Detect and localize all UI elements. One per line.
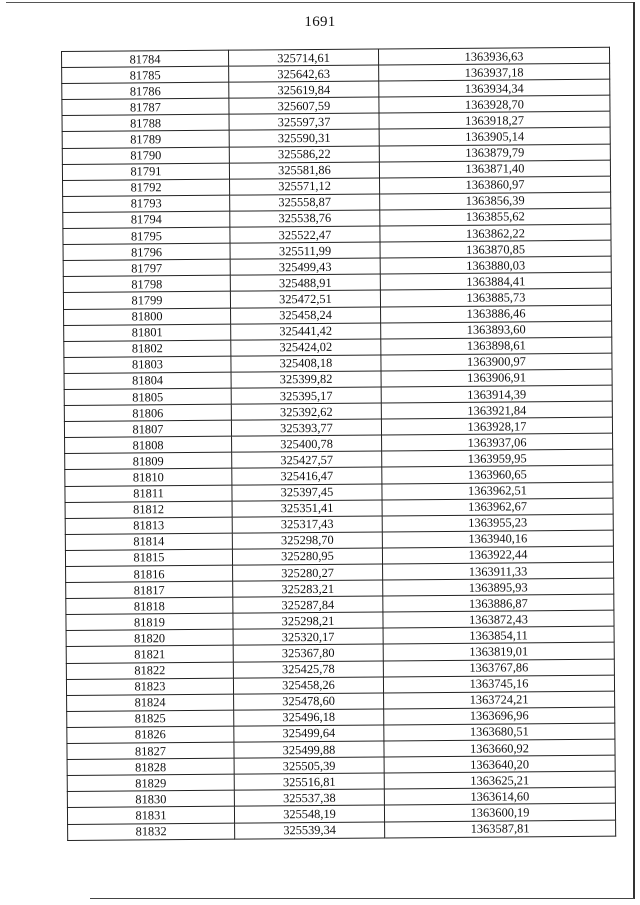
y-coordinate-cell: 1363905,14 [379, 128, 610, 146]
y-coordinate-cell: 1363906,91 [381, 369, 612, 387]
point-number-cell: 81810 [65, 469, 232, 486]
point-number-cell: 81815 [65, 549, 232, 566]
y-coordinate-cell: 1363855,62 [380, 208, 611, 226]
x-coordinate-cell: 325581,86 [229, 162, 379, 179]
x-coordinate-cell: 325511,99 [230, 242, 380, 259]
x-coordinate-cell: 325351,41 [232, 500, 382, 517]
y-coordinate-cell: 1363767,86 [383, 659, 614, 677]
point-number-cell: 81826 [67, 726, 234, 743]
point-number-cell: 81821 [66, 646, 233, 663]
y-coordinate-cell: 1363614,60 [384, 787, 615, 805]
point-number-cell: 81812 [65, 501, 232, 518]
point-number-cell: 81828 [67, 758, 234, 775]
x-coordinate-cell: 325283,21 [233, 580, 383, 597]
x-coordinate-cell: 325478,60 [234, 693, 384, 710]
y-coordinate-cell: 1363819,01 [383, 643, 614, 661]
point-number-cell: 81803 [64, 356, 231, 373]
y-coordinate-cell: 1363960,65 [382, 466, 613, 484]
y-coordinate-cell: 1363911,33 [383, 562, 614, 580]
point-number-cell: 81798 [63, 275, 230, 292]
y-coordinate-cell: 1363640,20 [384, 755, 615, 773]
y-coordinate-cell: 1363885,73 [380, 289, 611, 307]
point-number-cell: 81795 [63, 227, 230, 244]
y-coordinate-cell: 1363928,17 [381, 417, 612, 435]
y-coordinate-cell: 1363745,16 [383, 675, 614, 693]
x-coordinate-cell: 325441,42 [231, 323, 381, 340]
y-coordinate-cell: 1363862,22 [380, 224, 611, 242]
y-coordinate-cell: 1363962,51 [382, 482, 613, 500]
y-coordinate-cell: 1363854,11 [383, 627, 614, 645]
point-number-cell: 81806 [64, 404, 231, 421]
x-coordinate-cell: 325317,43 [232, 516, 382, 533]
y-coordinate-cell: 1363934,34 [379, 79, 610, 97]
x-coordinate-cell: 325496,18 [234, 709, 384, 726]
y-coordinate-cell: 1363914,39 [381, 385, 612, 403]
y-coordinate-cell: 1363918,27 [379, 112, 610, 130]
y-coordinate-cell: 1363860,97 [380, 176, 611, 194]
point-number-cell: 81801 [64, 324, 231, 341]
point-number-cell: 81818 [66, 597, 233, 614]
y-coordinate-cell: 1363660,92 [384, 739, 615, 757]
x-coordinate-cell: 325607,59 [229, 97, 379, 114]
y-coordinate-cell: 1363959,95 [382, 450, 613, 468]
point-number-cell: 81784 [62, 50, 229, 67]
x-coordinate-cell: 325280,95 [232, 548, 382, 565]
x-coordinate-cell: 325425,78 [233, 661, 383, 678]
x-coordinate-cell: 325298,70 [232, 532, 382, 549]
coordinates-table [61, 47, 616, 841]
point-number-cell: 81819 [66, 613, 233, 630]
point-number-cell: 81802 [64, 340, 231, 357]
point-number-cell: 81808 [65, 436, 232, 453]
y-coordinate-cell: 1363886,46 [381, 305, 612, 323]
y-coordinate-cell: 1363870,85 [380, 240, 611, 258]
point-number-cell: 81811 [65, 485, 232, 502]
x-coordinate-cell: 325537,38 [234, 789, 384, 806]
point-number-cell: 81800 [64, 308, 231, 325]
x-coordinate-cell: 325505,39 [234, 757, 384, 774]
page-border-right [633, 2, 635, 899]
x-coordinate-cell: 325298,21 [233, 612, 383, 629]
table-row [68, 820, 616, 840]
x-coordinate-cell: 325590,31 [229, 129, 379, 146]
x-coordinate-cell: 325458,26 [233, 677, 383, 694]
point-number-cell: 81789 [62, 131, 229, 148]
x-coordinate-cell: 325619,84 [229, 81, 379, 98]
x-coordinate-cell: 325397,45 [232, 484, 382, 501]
x-coordinate-cell: 325408,18 [231, 355, 381, 372]
point-number-cell: 81825 [67, 710, 234, 727]
y-coordinate-cell: 1363898,61 [381, 337, 612, 355]
x-coordinate-cell: 325499,43 [230, 258, 380, 275]
y-coordinate-cell: 1363962,67 [382, 498, 613, 516]
y-coordinate-cell: 1363921,84 [381, 401, 612, 419]
x-coordinate-cell: 325597,37 [229, 113, 379, 130]
point-number-cell: 81796 [63, 243, 230, 260]
point-number-cell: 81831 [67, 807, 234, 824]
x-coordinate-cell: 325499,64 [234, 725, 384, 742]
x-coordinate-cell: 325320,17 [233, 628, 383, 645]
y-coordinate-cell: 1363724,21 [384, 691, 615, 709]
x-coordinate-cell: 325522,47 [230, 226, 380, 243]
point-number-cell: 81786 [62, 82, 229, 99]
x-coordinate-cell: 325586,22 [229, 146, 379, 163]
x-coordinate-cell: 325548,19 [234, 805, 384, 822]
x-coordinate-cell: 325416,47 [232, 467, 382, 484]
x-coordinate-cell: 325558,87 [230, 194, 380, 211]
y-coordinate-cell: 1363696,96 [384, 707, 615, 725]
x-coordinate-cell: 325424,02 [231, 339, 381, 356]
point-number-cell: 81787 [62, 98, 229, 115]
x-coordinate-cell: 325714,61 [228, 49, 378, 66]
y-coordinate-cell: 1363937,18 [379, 63, 610, 81]
point-number-cell: 81797 [63, 259, 230, 276]
point-number-cell: 81809 [65, 453, 232, 470]
point-number-cell: 81830 [67, 790, 234, 807]
x-coordinate-cell: 325393,77 [231, 419, 381, 436]
y-coordinate-cell: 1363955,23 [382, 514, 613, 532]
y-coordinate-cell: 1363625,21 [384, 771, 615, 789]
y-coordinate-cell: 1363856,39 [380, 192, 611, 210]
x-coordinate-cell: 325458,24 [231, 306, 381, 323]
point-number-cell: 81799 [63, 292, 230, 309]
page-border-bottom [90, 898, 634, 899]
y-coordinate-cell: 1363587,81 [385, 820, 616, 838]
x-coordinate-cell: 325367,80 [233, 644, 383, 661]
x-coordinate-cell: 325516,81 [234, 773, 384, 790]
y-coordinate-cell: 1363886,87 [383, 594, 614, 612]
point-number-cell: 81792 [63, 179, 230, 196]
point-number-cell: 81824 [67, 694, 234, 711]
x-coordinate-cell: 325538,76 [230, 210, 380, 227]
y-coordinate-cell: 1363928,70 [379, 95, 610, 113]
coordinates-table-body [62, 47, 616, 840]
x-coordinate-cell: 325642,63 [229, 65, 379, 82]
x-coordinate-cell: 325427,57 [232, 451, 382, 468]
y-coordinate-cell: 1363871,40 [379, 160, 610, 178]
point-number-cell: 81793 [63, 195, 230, 212]
y-coordinate-cell: 1363880,03 [380, 256, 611, 274]
x-coordinate-cell: 325395,17 [231, 387, 381, 404]
point-number-cell: 81790 [62, 147, 229, 164]
y-coordinate-cell: 1363940,16 [382, 530, 613, 548]
point-number-cell: 81814 [65, 533, 232, 550]
point-number-cell: 81820 [66, 630, 233, 647]
y-coordinate-cell: 1363922,44 [382, 546, 613, 564]
point-number-cell: 81807 [64, 420, 231, 437]
x-coordinate-cell: 325400,78 [232, 435, 382, 452]
point-number-cell: 81827 [67, 742, 234, 759]
point-number-cell: 81794 [63, 211, 230, 228]
x-coordinate-cell: 325392,62 [231, 403, 381, 420]
point-number-cell: 81785 [62, 66, 229, 83]
x-coordinate-cell: 325472,51 [230, 290, 380, 307]
point-number-cell: 81822 [66, 662, 233, 679]
y-coordinate-cell: 1363600,19 [384, 804, 615, 822]
page-border-top [6, 2, 634, 3]
point-number-cell: 81813 [65, 517, 232, 534]
point-number-cell: 81788 [62, 115, 229, 132]
y-coordinate-cell: 1363936,63 [378, 47, 609, 65]
y-coordinate-cell: 1363937,06 [382, 433, 613, 451]
x-coordinate-cell: 325287,84 [233, 596, 383, 613]
page-number: 1691 [304, 14, 336, 30]
point-number-cell: 81829 [67, 774, 234, 791]
point-number-cell: 81805 [64, 388, 231, 405]
point-number-cell: 81823 [66, 678, 233, 695]
y-coordinate-cell: 1363900,97 [381, 353, 612, 371]
x-coordinate-cell: 325571,12 [230, 178, 380, 195]
point-number-cell: 81804 [64, 372, 231, 389]
y-coordinate-cell: 1363680,51 [384, 723, 615, 741]
y-coordinate-cell: 1363895,93 [383, 578, 614, 596]
x-coordinate-cell: 325280,27 [233, 564, 383, 581]
y-coordinate-cell: 1363879,79 [379, 144, 610, 162]
x-coordinate-cell: 325499,88 [234, 741, 384, 758]
point-number-cell: 81791 [62, 163, 229, 180]
y-coordinate-cell: 1363893,60 [381, 321, 612, 339]
y-coordinate-cell: 1363884,41 [380, 272, 611, 290]
point-number-cell: 81817 [66, 581, 233, 598]
x-coordinate-cell: 325399,82 [231, 371, 381, 388]
x-coordinate-cell: 325488,91 [230, 274, 380, 291]
point-number-cell: 81816 [66, 565, 233, 582]
coordinates-table-container [61, 47, 615, 841]
y-coordinate-cell: 1363872,43 [383, 610, 614, 628]
x-coordinate-cell: 325539,34 [235, 821, 385, 838]
point-number-cell: 81832 [68, 823, 235, 840]
